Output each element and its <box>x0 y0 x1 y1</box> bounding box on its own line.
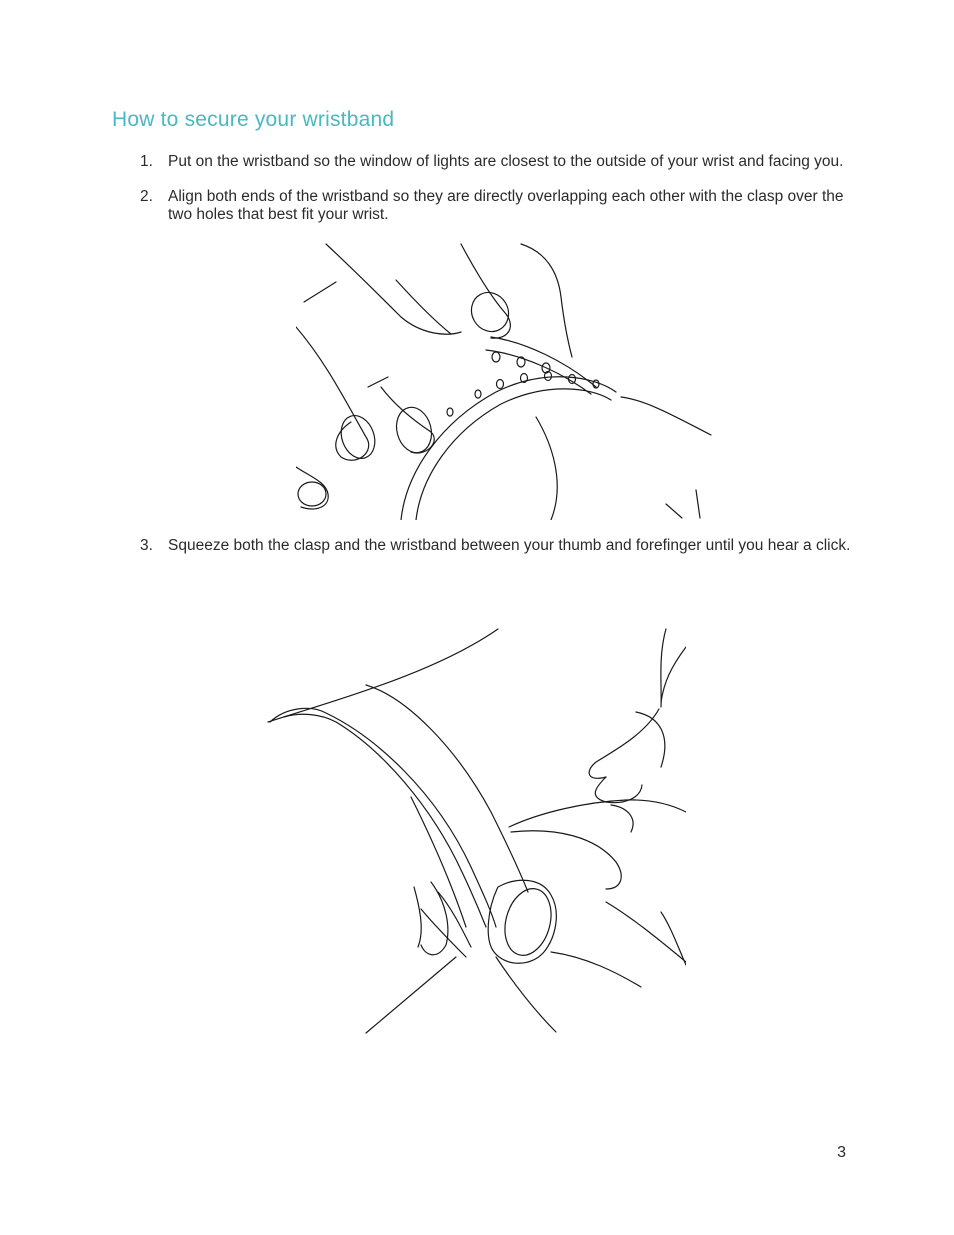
wristband-outline <box>366 685 528 892</box>
step-text: Align both ends of the wristband so they are directly overlapping each other with the clasp over the two holes that best fit your wrist. <box>168 188 844 223</box>
band-hole <box>475 390 481 398</box>
finger-outline <box>589 709 659 778</box>
finger-outline <box>296 327 369 460</box>
step-number: 2. <box>140 188 153 205</box>
wristband-squeeze-illustration <box>266 627 686 1034</box>
band-hole <box>569 375 576 384</box>
fingernail <box>298 482 326 506</box>
hand-outline <box>496 957 556 1032</box>
finger-outline <box>595 777 642 803</box>
finger-outline <box>326 244 461 334</box>
wristband-outline <box>491 337 596 387</box>
finger-outline <box>296 467 328 509</box>
hand-outline <box>696 490 700 518</box>
hand-outline <box>551 952 641 987</box>
fingernail <box>335 411 380 463</box>
wristband-outline <box>416 389 611 520</box>
hand-outline <box>621 397 711 435</box>
step-number: 3. <box>140 537 153 554</box>
knuckle-line <box>368 377 388 387</box>
page-number: 3 <box>837 1144 846 1161</box>
wristband-outline <box>401 377 616 520</box>
finger-outline <box>381 387 434 453</box>
finger-outline <box>611 805 633 832</box>
finger-outline <box>509 800 686 827</box>
step-number: 1. <box>140 153 153 170</box>
step-text: Put on the wristband so the window of lights are closest to the outside of your wrist and facing you. <box>168 153 844 170</box>
finger-outline <box>461 244 510 338</box>
band-hole <box>497 380 504 389</box>
fingernail <box>498 883 558 960</box>
section-heading: How to secure your wristband <box>112 108 395 131</box>
band-hole <box>447 408 453 416</box>
finger-outline <box>396 280 451 334</box>
step-text: Squeeze both the clasp and the wristband between your thumb and forefinger until you hear a click. <box>168 537 851 554</box>
finger-outline <box>521 244 572 357</box>
hand-outline <box>666 504 682 518</box>
band-hole <box>492 352 500 362</box>
hand-outline <box>536 417 557 520</box>
hand-outline <box>606 902 686 962</box>
wristband-outline <box>284 714 486 927</box>
hand-outline <box>366 957 456 1033</box>
wristband-align-illustration <box>296 242 716 520</box>
finger-outline <box>636 712 665 767</box>
wristband-outline <box>421 909 466 957</box>
finger-outline <box>661 647 686 702</box>
finger-outline <box>421 882 448 955</box>
knuckle-line <box>304 282 336 302</box>
wristband-outline <box>270 708 496 927</box>
wristband-outline <box>438 892 471 947</box>
hand-outline <box>661 912 686 965</box>
finger-outline <box>414 887 421 947</box>
